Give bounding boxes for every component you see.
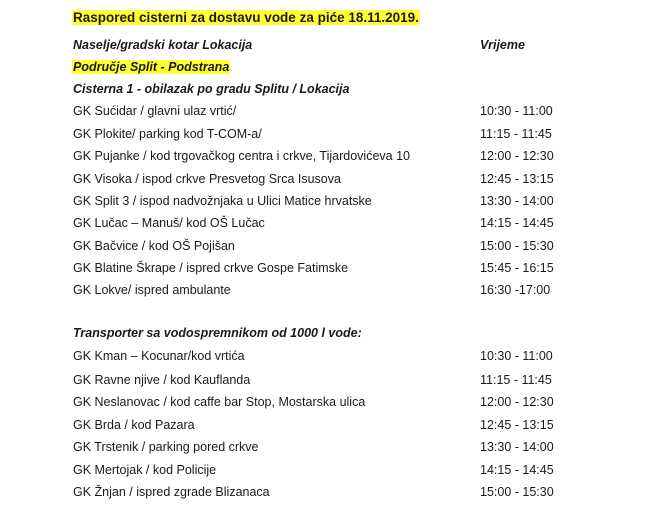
row-time: 11:15 - 11:45 xyxy=(480,373,552,387)
header-time: Vrijeme xyxy=(480,38,525,52)
table-row xyxy=(0,235,668,257)
section1-title xyxy=(0,78,668,100)
row-time: 11:15 - 11:45 xyxy=(480,127,552,141)
row-location: GK Lokve/ ispred ambulante xyxy=(73,283,231,297)
table-row xyxy=(0,100,668,122)
table-row xyxy=(0,279,668,301)
row-location: GK Žnjan / ispred zgrade Blizanaca xyxy=(73,485,270,499)
row-time: 15:00 - 15:30 xyxy=(480,485,554,499)
table-row xyxy=(0,414,668,436)
row-location: GK Bačvice / kod OŠ Pojišan xyxy=(73,239,235,253)
row-time: 14:15 - 14:45 xyxy=(480,216,554,230)
table-row xyxy=(0,190,668,212)
row-time: 10:30 - 11:00 xyxy=(480,104,553,118)
table-row xyxy=(0,369,668,391)
column-header-row xyxy=(0,34,668,56)
row-time: 16:30 -17:00 xyxy=(480,283,551,297)
area-heading xyxy=(72,58,230,76)
row-time: 12:00 - 12:30 xyxy=(480,395,554,409)
row-location: GK Blatine Škrape / ispred crkve Gospe Fatimske xyxy=(73,261,349,275)
table-row xyxy=(0,257,668,279)
row-location: GK Neslanovac / kod caffe bar Stop, Mostarska ulica xyxy=(73,395,366,409)
table-row xyxy=(0,123,668,145)
table-row xyxy=(0,145,668,167)
row-time: 12:45 - 13:15 xyxy=(480,418,554,432)
document-title xyxy=(72,8,420,28)
row-time: 15:45 - 16:15 xyxy=(480,261,554,275)
title-highlight: Raspored cisterni za dostavu vode za piće 18.11.2019. xyxy=(73,10,419,25)
table-row xyxy=(0,459,668,481)
row-location: GK Pujanke / kod trgovačkog centra i crkve, Tijardovićeva 10 xyxy=(73,149,410,163)
row-time: 15:00 - 15:30 xyxy=(480,239,554,253)
row-location: GK Mertojak / kod Policije xyxy=(73,463,217,477)
row-location: GK Ravne njive / kod Kauflanda xyxy=(73,373,251,387)
row-location: GK Sućidar / glavni ulaz vrtić/ xyxy=(73,104,237,118)
section2-title-text: Transporter sa vodospremnikom od 1000 l vode: xyxy=(73,326,362,340)
row-time: 13:30 - 14:00 xyxy=(480,194,554,208)
table-row xyxy=(0,481,668,503)
row-time: 12:00 - 12:30 xyxy=(480,149,554,163)
row-location: GK Trstenik / parking pored crkve xyxy=(73,440,259,454)
row-time: 13:30 - 14:00 xyxy=(480,440,554,454)
table-row xyxy=(0,436,668,458)
area-highlight: Područje Split - Podstrana xyxy=(73,60,230,74)
section1-title-text: Cisterna 1 - obilazak po gradu Splitu / Lokacija xyxy=(73,82,350,96)
table-row xyxy=(0,168,668,190)
table-row xyxy=(0,345,668,367)
row-location: GK Lučac – Manuš/ kod OŠ Lučac xyxy=(73,216,265,230)
table-row xyxy=(0,391,668,413)
table-row xyxy=(0,212,668,234)
row-location: GK Visoka / ispod crkve Presvetog Srca Isusova xyxy=(73,172,341,186)
row-time: 10:30 - 11:00 xyxy=(480,349,553,363)
header-location: Naselje/gradski kotar Lokacija xyxy=(73,38,253,52)
section2-title xyxy=(0,322,668,344)
row-location: GK Brda / kod Pazara xyxy=(73,418,195,432)
row-location: GK Plokite/ parking kod T-COM-a/ xyxy=(73,127,262,141)
row-location: GK Kman – Kocunar/kod vrtića xyxy=(73,349,245,363)
row-time: 12:45 - 13:15 xyxy=(480,172,554,186)
row-time: 14:15 - 14:45 xyxy=(480,463,554,477)
row-location: GK Split 3 / ispod nadvožnjaka u Ulici Matice hrvatske xyxy=(73,194,372,208)
